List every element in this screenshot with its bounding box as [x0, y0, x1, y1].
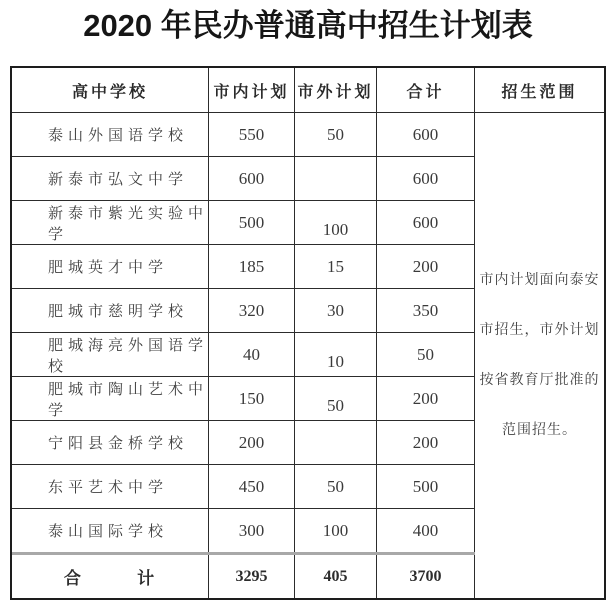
outside-plan-cell: [295, 157, 377, 200]
total-cell: 600: [377, 201, 475, 244]
table-row: [12, 509, 475, 555]
outside-plan-cell: [295, 201, 377, 244]
city-plan-cell: 185: [209, 245, 295, 288]
outside-plan-cell: 100: [295, 509, 377, 552]
outside-plan-cell: [295, 333, 377, 376]
total-cell: 500: [377, 465, 475, 508]
enrollment-scope-note: [475, 113, 604, 598]
total-cell: 400: [377, 509, 475, 552]
outside-plan-value: 50: [327, 395, 344, 415]
table-total-row: [12, 555, 475, 598]
scope-note-line: 市内计划面向泰安: [479, 272, 600, 288]
table-row: [12, 113, 475, 157]
city-plan-cell: 200: [209, 421, 295, 464]
school-name-cell: 泰山国际学校: [12, 509, 209, 552]
school-name-cell: 肥城英才中学: [12, 245, 209, 288]
header-school: 高中学校: [12, 68, 209, 112]
school-name-cell: 新泰市紫光实验中学: [12, 201, 209, 244]
total-cell: 600: [377, 113, 475, 156]
total-cell: 600: [377, 157, 475, 200]
table-row: [12, 201, 475, 245]
table-row: [12, 333, 475, 377]
scope-note-line: 市招生，市外计划: [479, 322, 600, 338]
page-title: 2020 年民办普通高中招生计划表: [83, 8, 533, 43]
school-name-cell: 东平艺术中学: [12, 465, 209, 508]
table-rows-block: [12, 113, 475, 598]
total-city-plan-cell: 3295: [209, 555, 295, 598]
outside-plan-cell: 50: [295, 113, 377, 156]
city-plan-cell: 300: [209, 509, 295, 552]
scope-note-line: 按省教育厅批准的: [479, 372, 600, 388]
city-plan-cell: 550: [209, 113, 295, 156]
table-body: [12, 113, 604, 598]
school-name-cell: 宁阳县金桥学校: [12, 421, 209, 464]
city-plan-cell: 600: [209, 157, 295, 200]
enrollment-plan-table: [10, 66, 606, 600]
table-row: [12, 465, 475, 509]
total-row-label: 合 计: [12, 555, 209, 598]
outside-plan-cell: [295, 377, 377, 420]
school-name-cell: 肥城市慈明学校: [12, 289, 209, 332]
total-cell: 200: [377, 377, 475, 420]
header-outside-plan: 市外计划: [295, 68, 377, 112]
table-row: [12, 245, 475, 289]
total-cell: 200: [377, 421, 475, 464]
city-plan-cell: 500: [209, 201, 295, 244]
school-name-cell: 泰山外国语学校: [12, 113, 209, 156]
table-header-row: [12, 68, 604, 113]
total-outside-plan-cell: 405: [295, 555, 377, 598]
outside-plan-cell: 30: [295, 289, 377, 332]
header-city-plan: 市内计划: [209, 68, 295, 112]
total-cell: 50: [377, 333, 475, 376]
city-plan-cell: 450: [209, 465, 295, 508]
school-name-cell: 肥城市陶山艺术中学: [12, 377, 209, 420]
city-plan-cell: 150: [209, 377, 295, 420]
table-row: [12, 289, 475, 333]
header-total: 合计: [377, 68, 475, 112]
total-sum-cell: 3700: [377, 555, 475, 598]
total-cell: 350: [377, 289, 475, 332]
city-plan-cell: 40: [209, 333, 295, 376]
scope-note-line: 范围招生。: [502, 422, 577, 438]
table-row: [12, 421, 475, 465]
header-scope: 招生范围: [501, 83, 578, 101]
outside-plan-cell: 15: [295, 245, 377, 288]
total-cell: 200: [377, 245, 475, 288]
table-row: [12, 377, 475, 421]
outside-plan-cell: [295, 421, 377, 464]
city-plan-cell: 320: [209, 289, 295, 332]
school-name-cell: 新泰市弘文中学: [12, 157, 209, 200]
outside-plan-cell: 50: [295, 465, 377, 508]
outside-plan-value: 10: [327, 351, 344, 371]
school-name-cell: 肥城海亮外国语学校: [12, 333, 209, 376]
outside-plan-value: 100: [322, 219, 349, 239]
table-row: [12, 157, 475, 201]
